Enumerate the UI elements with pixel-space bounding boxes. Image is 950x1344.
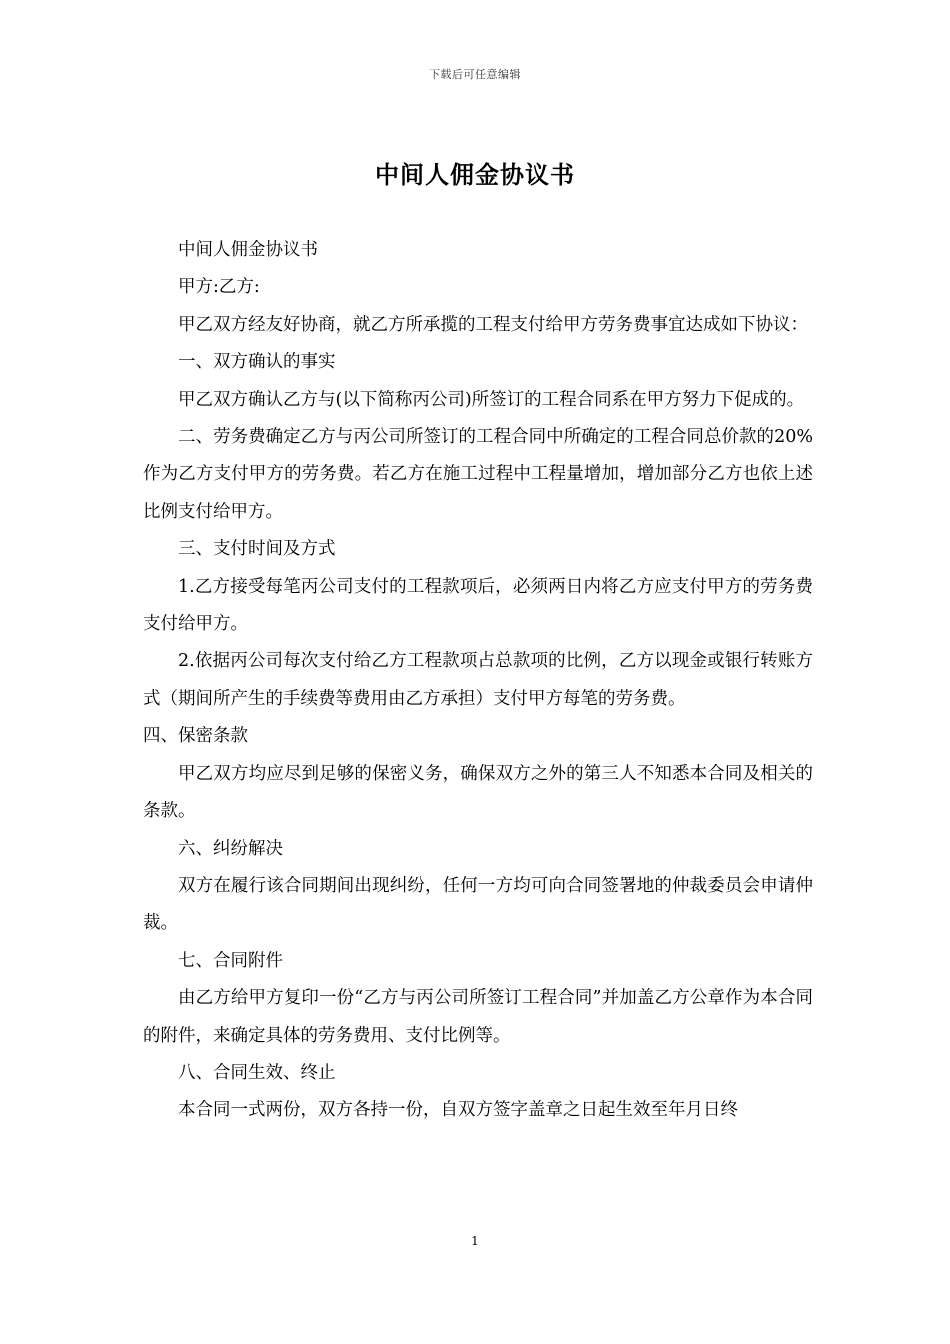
paragraph-fee: 二、劳务费确定乙方与丙公司所签订的工程合同中所确定的工程合同总价款的20%作为乙方支付甲方的劳务费。若乙方在施工过程中工程量增加，增加部分乙方也依上述比例支付给甲方。 [143, 427, 813, 522]
document-title: 中间人佣金协议书 [375, 160, 575, 189]
section-heading-dispute: 六、纠纷解决 [178, 838, 283, 859]
paragraph-subtitle: 中间人佣金协议书 [178, 240, 318, 260]
section-heading-payment: 三、支付时间及方式 [178, 539, 336, 560]
section-heading-effect: 八、合同生效、终止 [178, 1062, 336, 1083]
page-number: 1 [471, 1234, 479, 1248]
page-header-note: 下载后可任意编辑 [429, 68, 521, 81]
section-heading-attachment: 七、合同附件 [178, 950, 283, 971]
paragraph-effect: 本合同一式两份，双方各持一份，自双方签字盖章之日起生效至年月日终 [178, 1100, 738, 1121]
paragraph-payment-2: 2.依据丙公司每次支付给乙方工程款项占总款项的比例，乙方以现金或银行转账方式（期间所产生的手续费等费用由乙方承担）支付甲方每笔的劳务费。 [143, 651, 813, 709]
section-heading-confidentiality: 四、保密条款 [143, 726, 248, 747]
document-body [143, 232, 813, 1130]
section-heading-facts: 一、双方确认的事实 [178, 352, 336, 373]
paragraph-facts: 甲乙双方确认乙方与(以下简称丙公司)所签订的工程合同系在甲方努力下促成的。 [178, 389, 805, 410]
paragraph-preamble: 甲乙双方经友好协商，就乙方所承揽的工程支付给甲方劳务费事宜达成如下协议： [178, 314, 808, 335]
paragraph-confidentiality: 甲乙双方均应尽到足够的保密义务，确保双方之外的第三人不知悉本合同及相关的条款。 [143, 763, 813, 822]
paragraph-dispute: 双方在履行该合同期间出现纠纷，任何一方均可向合同签署地的仲裁委员会申请仲裁。 [143, 875, 813, 934]
paragraph-payment-1: 1.乙方接受每笔丙公司支付的工程款项后，必须两日内将乙方应支付甲方的劳务费支付给甲方。 [143, 576, 813, 635]
paragraph-attachment: 由乙方给甲方复印一份“乙方与丙公司所签订工程合同”并加盖乙方公章作为本合同的附件，来确定具体的劳务费用、支付比例等。 [143, 988, 813, 1046]
paragraph-parties: 甲方:乙方: [178, 277, 260, 298]
